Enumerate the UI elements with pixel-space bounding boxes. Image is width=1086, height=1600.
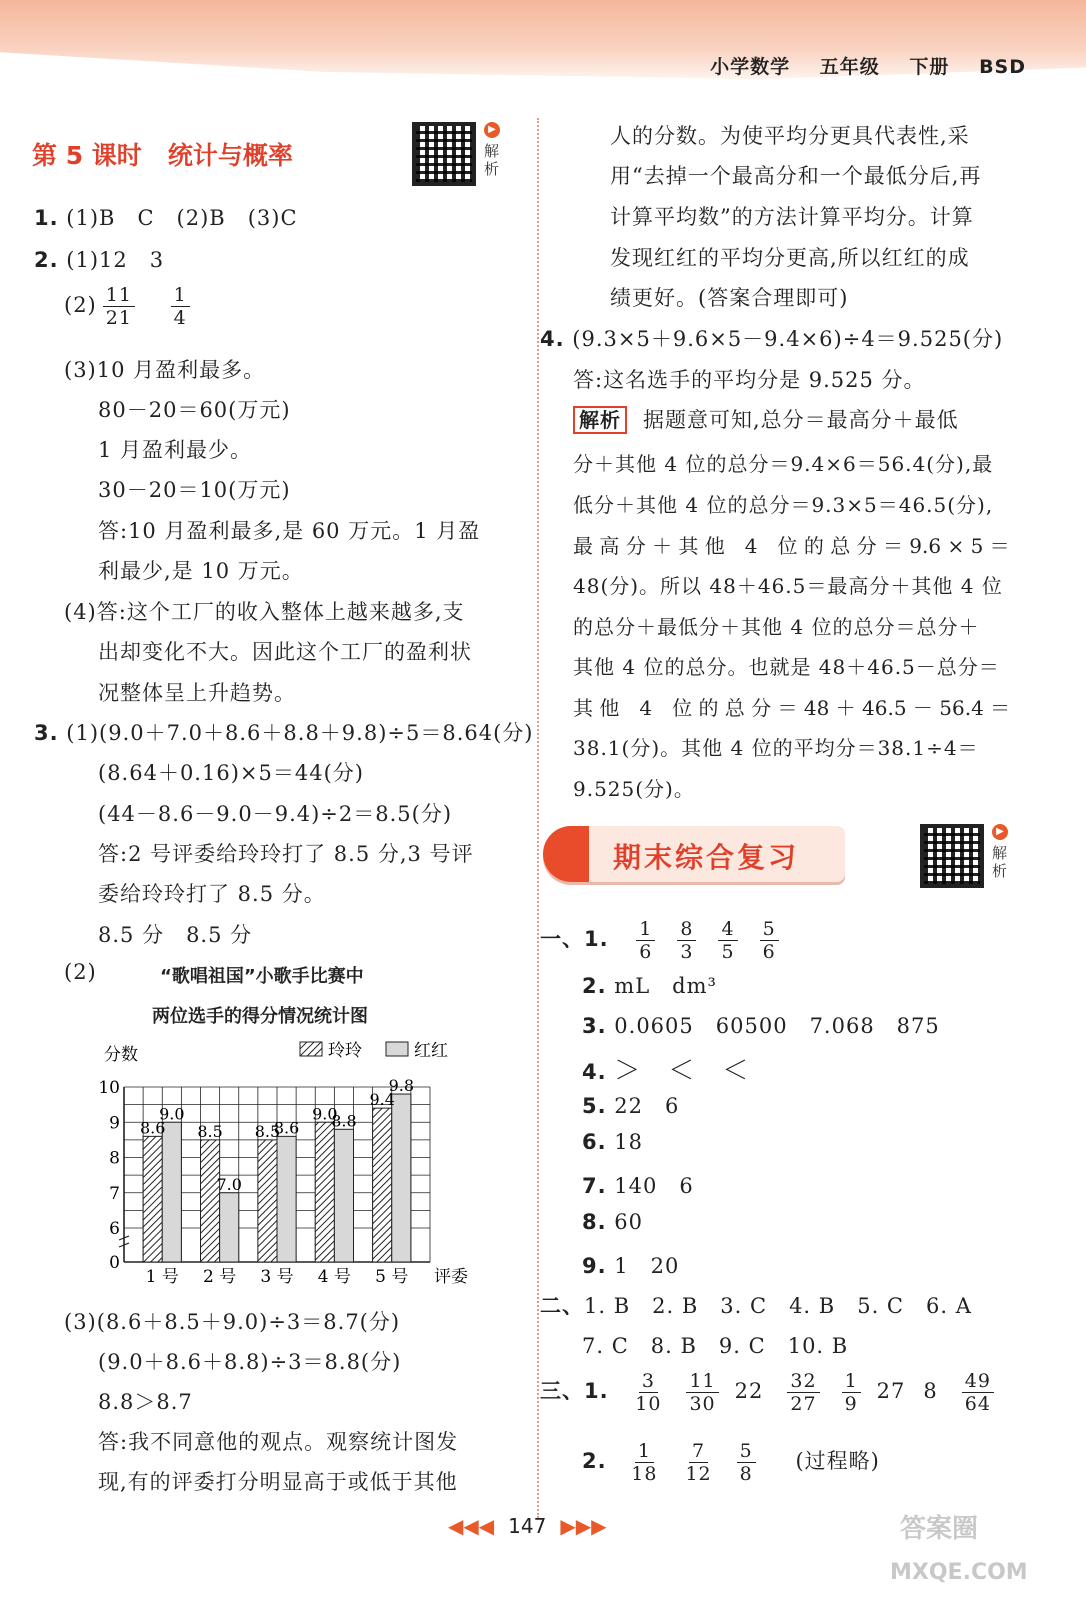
bar-lingling [373, 1108, 392, 1262]
prev-arrows-icon[interactable]: ◀◀◀ [448, 1514, 495, 1538]
answer-q3-calc1: (8.64＋0.16)×5＝44(分) [98, 761, 364, 785]
bar-value-label: 8.5 [254, 1121, 281, 1141]
explanation-6: 的总分＋最低分＋其他 4 位的总分＝总分＋ [573, 615, 980, 639]
section1-q7: 7. 140 6 [582, 1174, 694, 1198]
answer-q2-ans1: 答:10 月盈利最多,是 60 万元。1 月盈 [98, 519, 481, 543]
book-info [710, 52, 1026, 79]
qr-code-icon [920, 824, 984, 888]
qr-code-icon [412, 122, 476, 186]
chart-title: “歌唱祖国”小歌手比赛中 [160, 966, 364, 987]
x-tick-label: 3 号 [260, 1267, 294, 1287]
bar-value-label: 9.8 [388, 1076, 415, 1096]
column-divider [537, 118, 539, 1518]
bar-value-label: 9.4 [369, 1090, 395, 1110]
right-line-5: 绩更好。(答案合理即可) [610, 286, 849, 310]
answer-q2-calc1: 80－20＝60(万元) [98, 398, 291, 422]
y-tick-label: 9 [109, 1113, 120, 1134]
answer-fraction: $\frac{1}{9}$ [842, 1370, 861, 1415]
explanation-5: 48(分)。所以 48＋46.5＝最高分＋其他 4 位 [573, 574, 1003, 598]
answer-fraction: $\frac{4}{5}$ [718, 918, 737, 963]
chart-subtitle: 两位选手的得分情况统计图 [152, 1006, 368, 1027]
y-tick-label: 8 [109, 1148, 120, 1169]
answer-q2-min: 1 月盈利最少。 [98, 438, 253, 462]
x-tick-label: 5 号 [375, 1267, 409, 1287]
lesson-number: 第 5 课时 [32, 141, 142, 170]
answer-q4: 4. (9.3×5＋9.6×5－9.4×6)÷4＝9.525(分) [540, 327, 1004, 351]
answer-q2-4a: (4)答:这个工厂的收入整体上越来越多,支 [64, 600, 465, 624]
y-tick-label: 6 [109, 1219, 120, 1239]
answer-q3-scores: 8.5 分 8.5 分 [98, 923, 253, 947]
bar-honghong [334, 1129, 353, 1262]
explanation-1: 解析 据题意可知,总分＝最高分＋最低 [573, 404, 959, 434]
explanation-9: 38.1(分)。其他 4 位的平均分＝38.1÷4＝ [573, 736, 979, 760]
answer-q3-2: (2) [64, 960, 97, 984]
qr-code-lesson[interactable] [412, 122, 500, 186]
qr-label: 解析 [484, 142, 500, 178]
answer-fraction: $\frac{7}{12}$ [685, 1440, 712, 1485]
right-line-2: 用“去掉一个最高分和一个最低分后,再 [610, 164, 982, 188]
bar-value-label: 8.8 [331, 1111, 357, 1131]
answer-value: 27 [876, 1379, 906, 1403]
section3-q1: 三、1. $\frac{3}{10}$ $\frac{11}{30}$ 22 $\frac{32}{27}$ $\frac{1}{9}$ 27 8 $\frac{49}{64}$ [540, 1370, 1010, 1415]
bar-honghong [392, 1094, 411, 1262]
review-header-accent [543, 826, 589, 882]
answer-q3-calc3: (9.0＋8.6＋8.8)÷3＝8.8(分) [98, 1350, 402, 1374]
section2-b: 7. C 8. B 9. C 10. B [582, 1334, 849, 1358]
answer-q2-2: (2) $\frac{11}{21}$ $\frac{1}{4}$ [64, 284, 196, 329]
answer-q3-ans2: 委给玲玲打了 8.5 分。 [98, 882, 326, 906]
section1-q4: 4. ＞ ＜ ＜ [582, 1056, 750, 1086]
bar-honghong [220, 1193, 239, 1262]
explanation-7: 其他 4 位的总分。也就是 48＋46.5－总分＝ [573, 655, 1000, 679]
right-line-1: 人的分数。为使平均分更具代表性,采 [610, 124, 970, 148]
y-tick-label: 0 [109, 1253, 120, 1273]
explanation-3: 低分＋其他 4 位的总分＝9.3×5＝46.5(分), [573, 493, 994, 517]
lesson-title [32, 136, 293, 172]
answer-q3-1: 3. (1)(9.0＋7.0＋8.6＋8.8＋9.8)÷5＝8.64(分) [34, 721, 534, 745]
section1-q9: 9. 1 20 [582, 1254, 680, 1278]
subject-label: 小学数学 [710, 56, 791, 78]
right-line-3: 计算平均数”的方法计算平均分。计算 [610, 205, 974, 229]
answer-fraction: $\frac{1}{18}$ [631, 1440, 658, 1485]
lesson-name: 统计与概率 [167, 141, 293, 170]
y-axis-label: 分数 [104, 1045, 138, 1065]
explanation-4: 最 高 分 ＋ 其 他 4 位 的 总 分 ＝ 9.6 × 5 ＝ [573, 534, 1010, 558]
explanation-8: 其 他 4 位 的 总 分 ＝ 48 ＋ 46.5 － 56.4 ＝ [573, 696, 1011, 720]
answer-q2-ans2: 利最少,是 10 万元。 [98, 559, 304, 583]
section3-q2: 2. $\frac{1}{18}$ $\frac{7}{12}$ $\frac{5}{8}$ (过程略) [582, 1440, 880, 1485]
x-tick-label: 4 号 [317, 1267, 351, 1287]
answer-value: 8 [923, 1379, 938, 1403]
bar-lingling [258, 1140, 277, 1262]
answer-fraction: $\frac{5}{8}$ [737, 1440, 756, 1485]
explanation-tag: 解析 [573, 406, 627, 434]
answer-fraction: $\frac{5}{6}$ [760, 918, 779, 963]
section1-q3: 3. 0.0605 60500 7.068 875 [582, 1014, 940, 1038]
bar-chart [92, 1030, 492, 1290]
x-tick-label: 2 号 [203, 1267, 237, 1287]
section1-q1: 一、1. $\frac{1}{6}$ $\frac{8}{3}$ $\frac{4}{5}$ $\frac{5}{6}$ [540, 918, 795, 963]
answer-q2-4c: 况整体呈上升趋势。 [98, 681, 296, 705]
section1-q2: 2. mL dm³ [582, 974, 717, 998]
bar-lingling [143, 1136, 162, 1262]
answer-q3-ans4: 现,有的评委打分明显高于或低于其他 [98, 1470, 458, 1494]
play-icon: ▶ [484, 122, 500, 138]
section1-q6: 6. 18 [582, 1130, 644, 1154]
play-icon: ▶ [992, 824, 1008, 840]
section2-a: 二、1. B 2. B 3. C 4. B 5. C 6. A [540, 1294, 972, 1318]
right-line-4: 发现红红的平均分更高,所以红红的成 [610, 246, 970, 270]
answer-q3-3: (3)(8.6＋8.5＋9.0)÷3＝8.7(分) [64, 1310, 401, 1334]
answer-q2-1: 2. (1)12 3 [34, 248, 165, 272]
answer-fraction: $\frac{32}{27}$ [787, 1370, 819, 1415]
bar-value-label: 7.0 [216, 1174, 242, 1194]
answer-q3-ans1: 答:2 号评委给玲玲打了 8.5 分,3 号评 [98, 842, 474, 866]
section1-q5: 5. 22 6 [582, 1094, 680, 1118]
answer-q2-calc2: 30－20＝10(万元) [98, 478, 291, 502]
x-tick-label: 1 号 [145, 1267, 179, 1287]
bar-lingling [201, 1140, 220, 1262]
watermark: 答案圈 [900, 1514, 979, 1544]
legend-label-honghong: 红红 [414, 1041, 448, 1061]
answer-q3-compare: 8.8＞8.7 [98, 1390, 193, 1414]
bar-value-label: 9.0 [312, 1104, 338, 1124]
bar-honghong [277, 1136, 296, 1262]
answer-q2-4b: 出却变化不大。因此这个工厂的盈利状 [98, 640, 472, 664]
answer-fraction: $\frac{3}{10}$ [635, 1370, 662, 1415]
bar-honghong [162, 1122, 181, 1262]
section1-q8: 8. 60 [582, 1210, 644, 1234]
legend-swatch-lingling [300, 1042, 322, 1056]
qr-label: 解析 [992, 844, 1008, 880]
review-title: 期末综合复习 [613, 841, 800, 874]
legend-swatch-honghong [386, 1042, 408, 1056]
x-axis-label: 评委 [434, 1267, 468, 1287]
page-number: ◀◀◀ 147 ▶▶▶ [448, 1514, 607, 1538]
answer-value: 22 [734, 1379, 764, 1403]
review-section-header [543, 826, 845, 882]
answer-fraction: $\frac{1}{6}$ [636, 918, 655, 963]
answer-q3-ans3: 答:我不同意他的观点。观察统计图发 [98, 1430, 459, 1454]
watermark-url: MXQE.COM [890, 1560, 1028, 1585]
legend-label-lingling: 玲玲 [328, 1041, 362, 1061]
answer-q2-3: (3)10 月盈利最多。 [64, 358, 266, 382]
bar-value-label: 8.6 [139, 1118, 166, 1138]
answer-fraction: $\frac{49}{64}$ [962, 1370, 994, 1415]
grade-label: 五年级 [819, 56, 880, 78]
y-tick-label: 10 [98, 1078, 120, 1098]
edition-label: BSD [979, 56, 1026, 78]
volume-label: 下册 [909, 56, 950, 78]
qr-code-review[interactable] [920, 824, 1008, 888]
answer-fraction: $\frac{8}{3}$ [677, 918, 696, 963]
y-tick-label: 7 [109, 1183, 120, 1204]
bar-value-label: 8.6 [273, 1118, 300, 1138]
answer-q3-calc2: (44－8.6－9.0－9.4)÷2＝8.5(分) [98, 802, 453, 826]
answer-q4-ans: 答:这名选手的平均分是 9.525 分。 [573, 368, 926, 392]
next-arrows-icon[interactable]: ▶▶▶ [560, 1514, 607, 1538]
bar-lingling [315, 1122, 334, 1262]
answer-q1: 1. (1)B C (2)B (3)C [34, 206, 298, 230]
explanation-10: 9.525(分)。 [573, 777, 695, 801]
explanation-2: 分＋其他 4 位的总分＝9.4×6＝56.4(分),最 [573, 452, 994, 476]
answer-fraction: $\frac{11}{30}$ [686, 1370, 718, 1415]
bar-value-label: 8.5 [197, 1121, 223, 1141]
bar-value-label: 9.0 [159, 1104, 185, 1124]
